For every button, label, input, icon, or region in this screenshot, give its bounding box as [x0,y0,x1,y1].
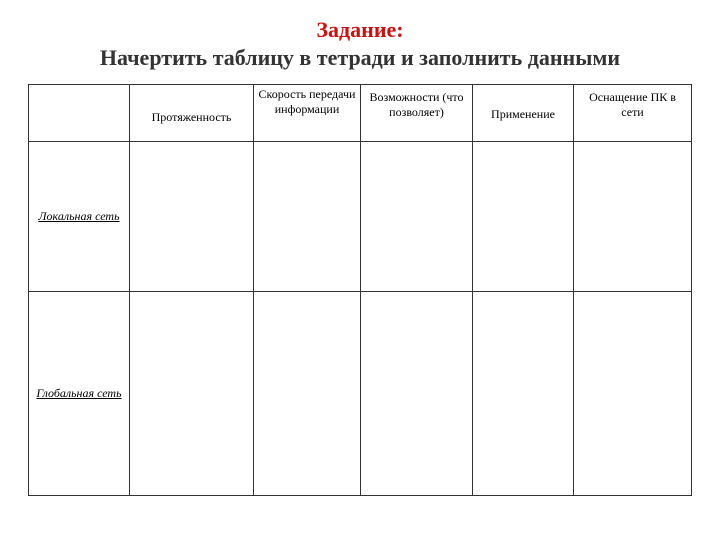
table-header-row [29,85,692,142]
table-row [29,142,692,292]
header-capabilities-label: Возможности (что позволяет) [369,90,464,119]
header-pc-equipment [574,85,692,142]
assignment-table [28,84,692,496]
table-cell [130,292,254,496]
header-application [473,85,574,142]
table-cell [361,142,473,292]
row-label-text: Глобальная сеть [36,386,122,400]
row-label-local-network [29,142,130,292]
table-cell [574,292,692,496]
table-cell [254,142,361,292]
header-length [130,85,254,142]
table-cell [130,142,254,292]
table-row [29,292,692,496]
table-cell [361,292,473,496]
table-cell [254,292,361,496]
header-capabilities [361,85,473,142]
header-empty-cell [29,85,130,142]
table-cell [473,292,574,496]
header-application-label: Применение [491,106,555,121]
task-subtitle: Начертить таблицу в тетради и заполнить данными [99,45,621,70]
header-length-label: Протяженность [151,109,232,124]
header-speed [254,85,361,142]
table-cell [574,142,692,292]
row-label-global-network [29,292,130,496]
row-label-text: Локальная сеть [38,209,120,223]
header-speed-label: Скорость передачи информации [258,87,356,116]
table-cell [473,142,574,292]
task-title: Задание: [316,17,404,42]
header-pc-equipment-label: Оснащение ПК в сети [589,90,676,119]
